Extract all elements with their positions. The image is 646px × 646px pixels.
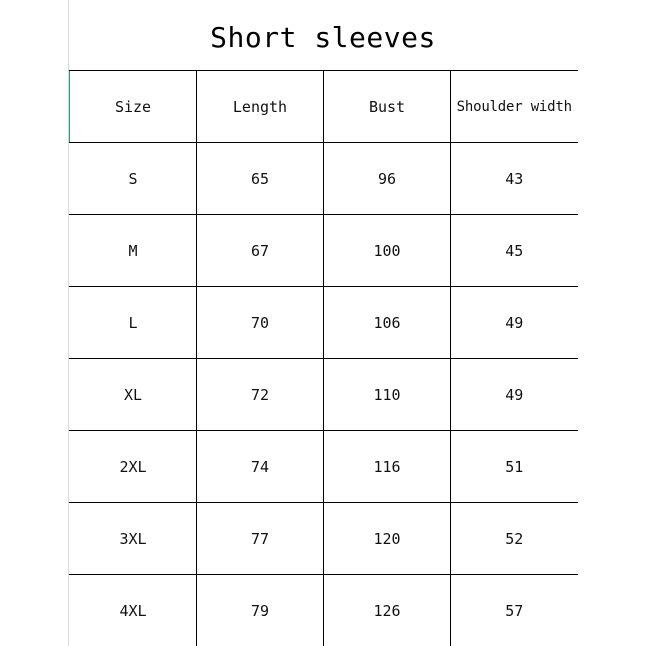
length-cell: 70 (197, 287, 324, 359)
column-header-shoulder-width: Shoulder width (451, 71, 578, 143)
length-cell: 67 (197, 215, 324, 287)
table-row (70, 143, 578, 215)
page-title: Short sleeves (210, 21, 436, 54)
bust-cell: 110 (324, 359, 451, 431)
bust-cell: 120 (324, 503, 451, 575)
column-header-size: Size (70, 71, 197, 143)
size-cell: 2XL (70, 431, 197, 503)
table-row (70, 503, 578, 575)
length-cell: 65 (197, 143, 324, 215)
size-cell: 4XL (70, 575, 197, 646)
size-cell: L (70, 287, 197, 359)
table-row (70, 287, 578, 359)
length-cell: 77 (197, 503, 324, 575)
shoulder-width-cell: 51 (451, 431, 578, 503)
size-cell: XL (70, 359, 197, 431)
shoulder-width-cell: 57 (451, 575, 578, 646)
shoulder-width-cell: 45 (451, 215, 578, 287)
shoulder-width-cell: 49 (451, 287, 578, 359)
shoulder-width-cell: 49 (451, 359, 578, 431)
table-row (70, 215, 578, 287)
bust-cell: 116 (324, 431, 451, 503)
shoulder-width-cell: 43 (451, 143, 578, 215)
table-header-row (70, 71, 578, 143)
length-cell: 74 (197, 431, 324, 503)
bust-cell: 96 (324, 143, 451, 215)
bust-cell: 126 (324, 575, 451, 646)
size-cell: S (70, 143, 197, 215)
shoulder-width-cell: 52 (451, 503, 578, 575)
table-row (70, 575, 578, 646)
size-cell: 3XL (70, 503, 197, 575)
table-row (70, 359, 578, 431)
size-cell: M (70, 215, 197, 287)
bust-cell: 100 (324, 215, 451, 287)
column-header-bust: Bust (324, 71, 451, 143)
bust-cell: 106 (324, 287, 451, 359)
column-header-length: Length (197, 71, 324, 143)
length-cell: 79 (197, 575, 324, 646)
size-chart-table (69, 70, 578, 646)
length-cell: 72 (197, 359, 324, 431)
table-row (70, 431, 578, 503)
